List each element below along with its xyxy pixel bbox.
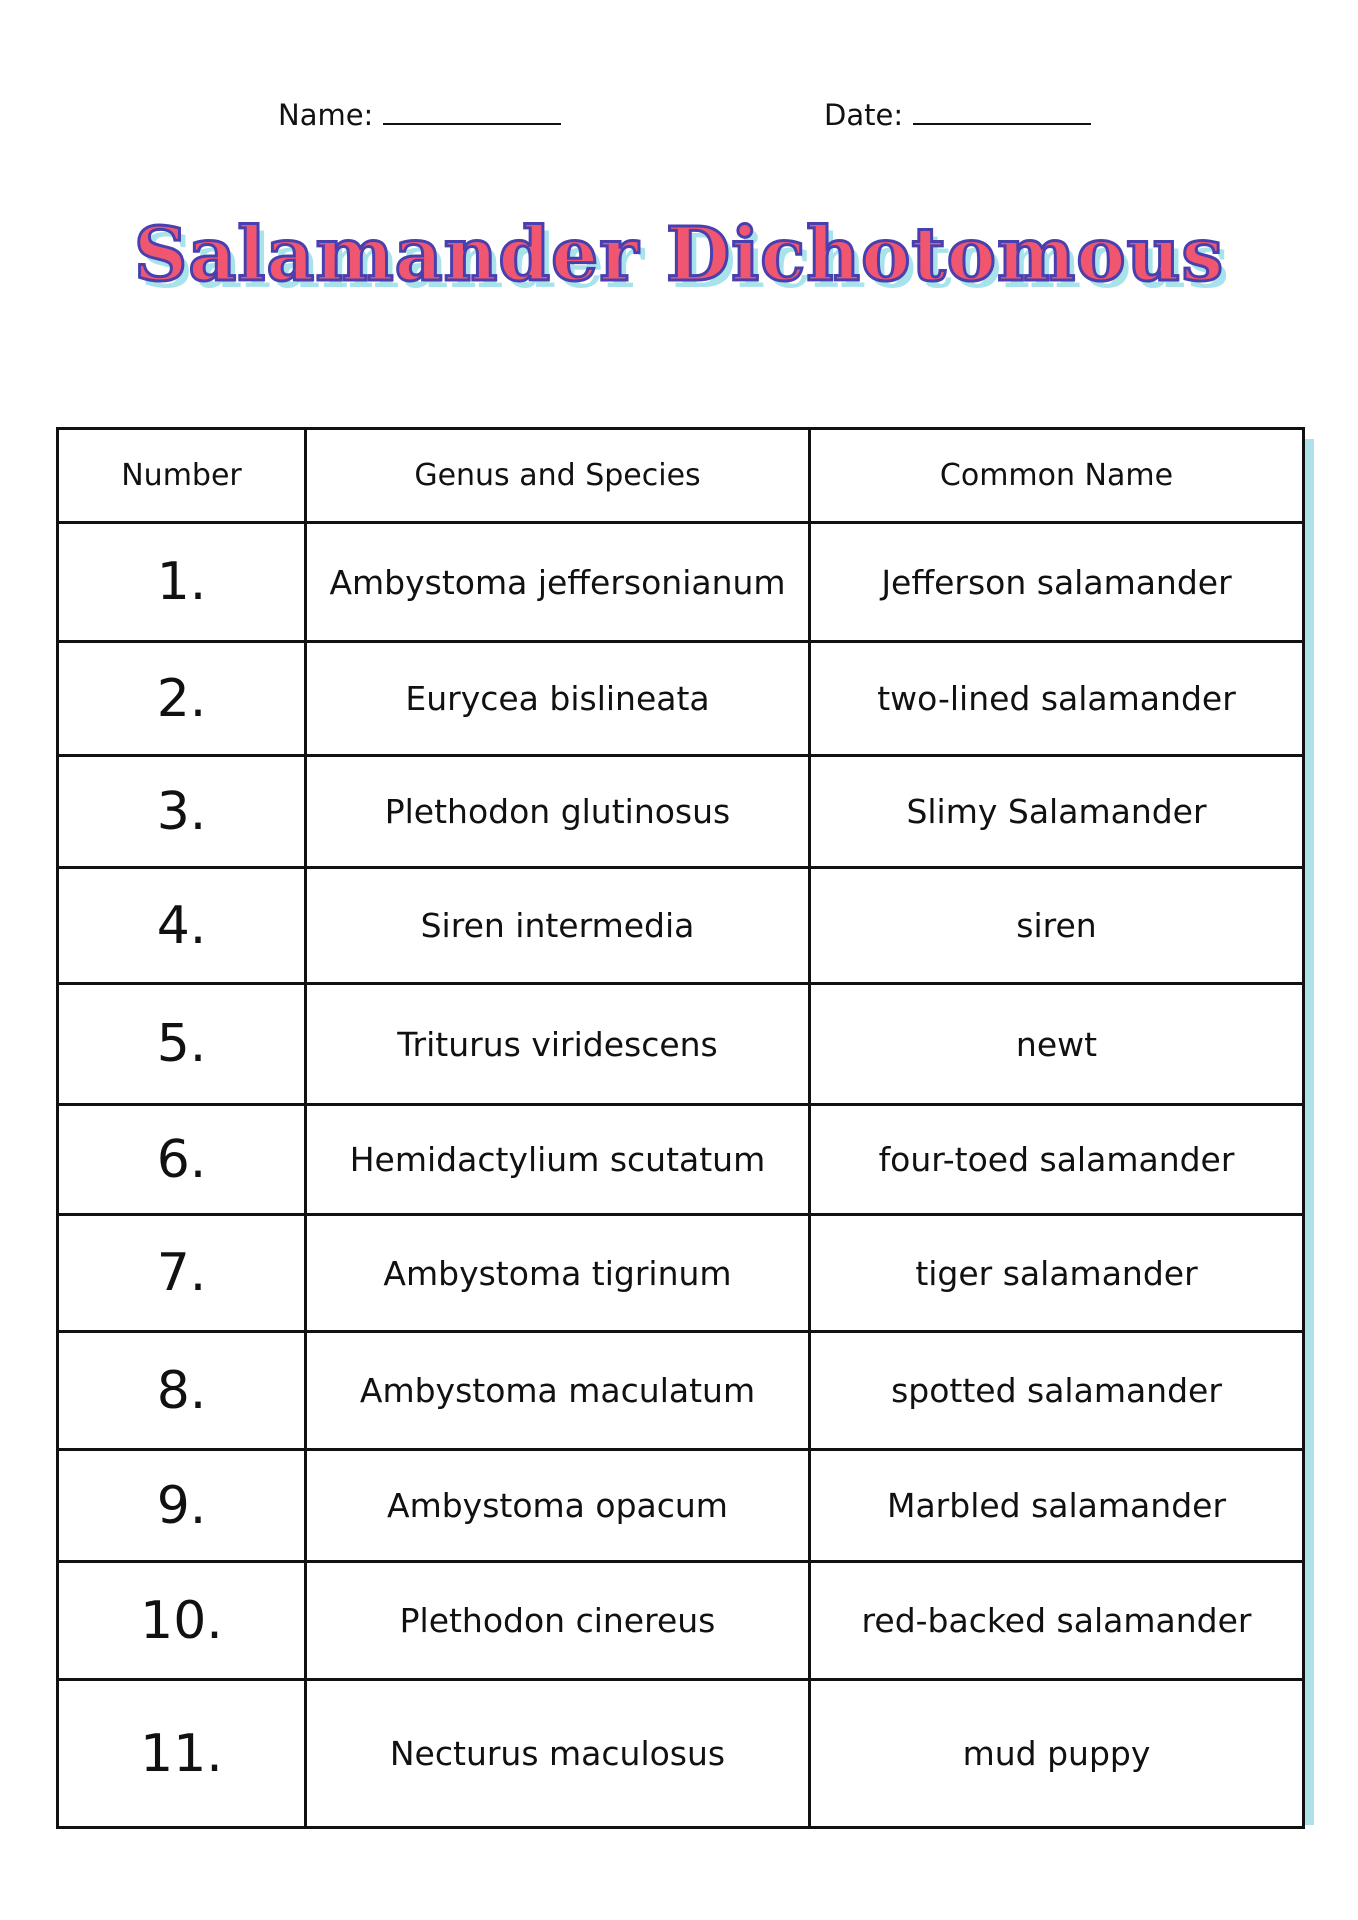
genus-species-cell: Siren intermedia (306, 868, 810, 984)
species-table (56, 427, 1305, 1829)
genus-species-cell: Plethodon glutinosus (306, 756, 810, 868)
table-row (58, 1215, 1304, 1332)
table-header-row (58, 429, 1304, 523)
row-number: 1. (58, 523, 306, 642)
table-row (58, 1680, 1304, 1828)
date-field[interactable] (824, 98, 1091, 132)
row-number: 3. (58, 756, 306, 868)
column-header-common-name: Common Name (810, 429, 1304, 523)
common-name-cell: Marbled salamander (810, 1450, 1304, 1562)
row-number: 4. (58, 868, 306, 984)
column-header-genus-species: Genus and Species (306, 429, 810, 523)
genus-species-cell: Necturus maculosus (306, 1680, 810, 1828)
common-name-cell: two-lined salamander (810, 642, 1304, 756)
row-number: 2. (58, 642, 306, 756)
table-row (58, 1562, 1304, 1680)
name-blank[interactable] (383, 103, 561, 125)
table-row (58, 1105, 1304, 1215)
common-name-cell: newt (810, 984, 1304, 1105)
common-name-cell: tiger salamander (810, 1215, 1304, 1332)
genus-species-cell: Ambystoma opacum (306, 1450, 810, 1562)
row-number: 9. (58, 1450, 306, 1562)
table-row (58, 984, 1304, 1105)
table-row (58, 642, 1304, 756)
table-row (58, 1332, 1304, 1450)
common-name-cell: mud puppy (810, 1680, 1304, 1828)
species-table-container (56, 427, 1302, 1813)
row-number: 11. (58, 1680, 306, 1828)
date-label: Date: (824, 98, 904, 132)
row-number: 10. (58, 1562, 306, 1680)
column-header-number: Number (58, 429, 306, 523)
table-row (58, 868, 1304, 984)
row-number: 6. (58, 1105, 306, 1215)
genus-species-cell: Hemidactylium scutatum (306, 1105, 810, 1215)
table-row (58, 523, 1304, 642)
common-name-cell: Jefferson salamander (810, 523, 1304, 642)
common-name-cell: red-backed salamander (810, 1562, 1304, 1680)
table-row (58, 1450, 1304, 1562)
common-name-cell: siren (810, 868, 1304, 984)
page-title: Salamander Dichotomous (133, 212, 1225, 298)
row-number: 5. (58, 984, 306, 1105)
name-field[interactable] (278, 98, 561, 132)
row-number: 8. (58, 1332, 306, 1450)
genus-species-cell: Ambystoma tigrinum (306, 1215, 810, 1332)
date-blank[interactable] (913, 103, 1091, 125)
name-label: Name: (278, 98, 374, 132)
genus-species-cell: Ambystoma maculatum (306, 1332, 810, 1450)
common-name-cell: Slimy Salamander (810, 756, 1304, 868)
common-name-cell: spotted salamander (810, 1332, 1304, 1450)
genus-species-cell: Eurycea bislineata (306, 642, 810, 756)
row-number: 7. (58, 1215, 306, 1332)
genus-species-cell: Plethodon cinereus (306, 1562, 810, 1680)
table-row (58, 756, 1304, 868)
genus-species-cell: Ambystoma jeffersonianum (306, 523, 810, 642)
genus-species-cell: Triturus viridescens (306, 984, 810, 1105)
common-name-cell: four-toed salamander (810, 1105, 1304, 1215)
